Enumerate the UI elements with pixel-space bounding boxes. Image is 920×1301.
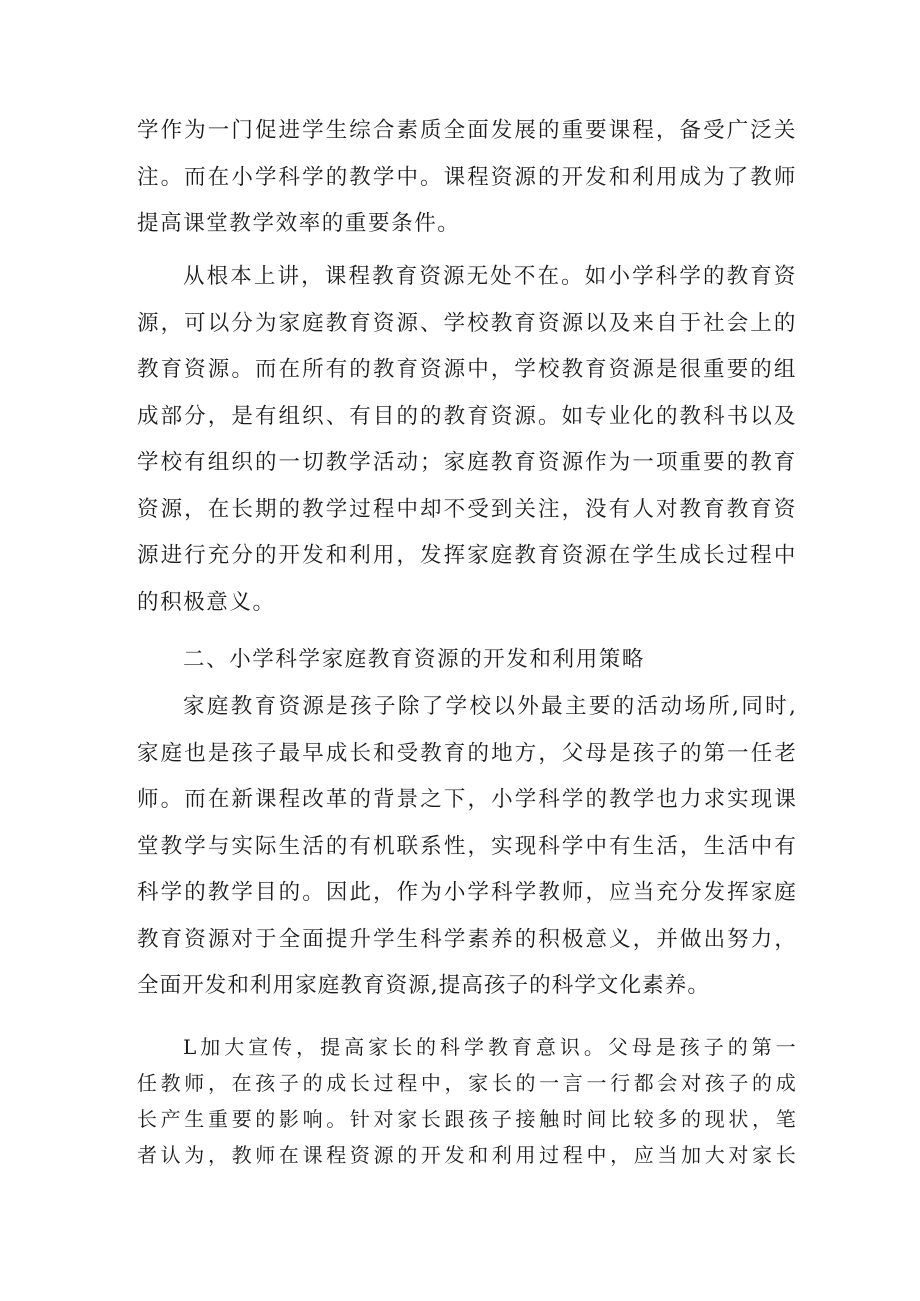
text-line: 源进行充分的开发和利用，发挥家庭教育资源在学生成长过程中 <box>137 543 797 568</box>
paragraph-family-resources <box>137 684 797 1010</box>
text-line: 堂教学与实际生活的有机联系性，实现科学中有生活，生活中有 <box>137 833 797 859</box>
text-line: 学校有组织的一切教学活动；家庭教育资源作为一项重要的教育 <box>137 450 797 475</box>
text-line: 源，可以分为家庭教育资源、学校教育资源以及来自于社会上的 <box>137 310 797 336</box>
text-line: 从根本上讲，课程教育资源无处不在。如小学科学的教育资 <box>183 264 797 289</box>
text-line: 任教师，在孩子的成长过程中，家长的一言一行都会对孩子的成 <box>137 1071 797 1095</box>
text-line: 家庭也是孩子最早成长和受教育的地方，父母是孩子的第一任老 <box>137 740 797 766</box>
text-line: 科学的教学目的。因此，作为小学科学教师，应当充分发挥家庭 <box>137 880 797 905</box>
text-line: 学作为一门促进学生综合素质全面发展的重要课程，备受广泛关 <box>137 118 797 143</box>
text-line: 资源，在长期的教学过程中却不受到关注，没有人对教育教育资 <box>137 496 797 522</box>
text-line: 教育资源。而在所有的教育资源中，学校教育资源是很重要的组 <box>137 357 797 382</box>
text-line: 提高课堂教学效率的重要条件。 <box>137 211 461 236</box>
text-line: 成部分，是有组织、有目的的教育资源。如专业化的教科书以及 <box>137 403 797 429</box>
text-line: 的积极意义。 <box>137 589 276 615</box>
text-line: 教育资源对于全面提升学生科学素养的积极意义，并做出努力， <box>137 926 797 952</box>
text-line: 家庭教育资源是孩子除了学校以外最主要的活动场所,同时, <box>183 694 797 719</box>
text-line: 全面开发和利用家庭教育资源,提高孩子的科学文化素养。 <box>137 973 710 998</box>
text-line: 师。而在新课程改革的背景之下，小学科学的教学也力求实现课 <box>137 787 797 812</box>
paragraph-strategy-1 <box>137 1029 797 1173</box>
paragraph-intro <box>137 108 797 248</box>
section-heading <box>137 637 797 684</box>
section-heading-text: 二、小学科学家庭教育资源的开发和利用策略 <box>183 647 646 672</box>
text-line: 长产生重要的影响。针对家长跟孩子接触时间比较多的现状，笔 <box>137 1107 797 1131</box>
paragraph-resources <box>137 254 797 626</box>
text-line: 注。而在小学科学的教学中。课程资源的开发和利用成为了教师 <box>137 164 797 190</box>
text-line: L加大宣传，提高家长的科学教育意识。父母是孩子的第一 <box>183 1035 797 1059</box>
text-line: 者认为，教师在课程资源的开发和利用过程中，应当加大对家长 <box>137 1143 797 1167</box>
